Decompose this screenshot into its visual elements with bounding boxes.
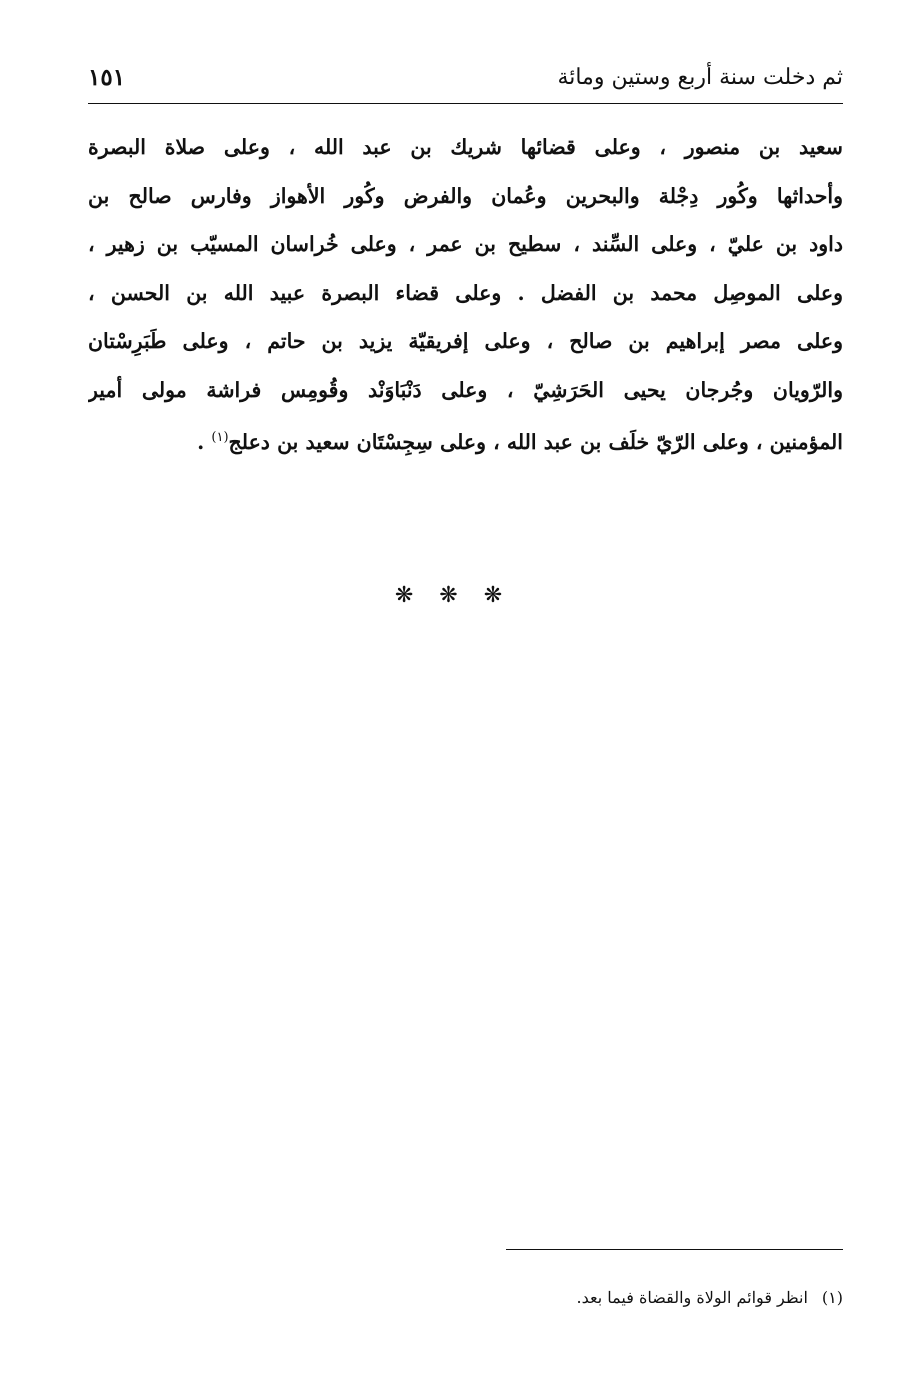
running-title: ثم دخلت سنة أربع وستين ومائة xyxy=(557,65,843,90)
text-line-7-end: . xyxy=(197,429,212,454)
text-line-3: داود بن عليّ ، وعلى السِّند ، سطيح بن عمر ، وعلى خُراسان المسيّب بن زهير ، xyxy=(88,232,843,256)
footnote-rule xyxy=(506,1249,843,1250)
header-rule xyxy=(88,103,843,104)
section-separator-asterisks: ❋❋❋ xyxy=(394,583,529,608)
text-line-7 xyxy=(88,414,843,463)
running-head xyxy=(88,62,843,96)
text-line-5: وعلى مصر إبراهيم بن صالح ، وعلى إفريقيّة يزيد بن حاتم ، وعلى طَبَرِسْتان xyxy=(88,329,843,353)
footnote-text: انظر قوائم الولاة والقضاة فيما بعد. xyxy=(576,1288,808,1307)
page-number: ١٥١ xyxy=(88,64,126,91)
text-line-4: وعلى الموصِل محمد بن الفضل . وعلى قضاء البصرة عبيد الله بن الحسن ، xyxy=(88,280,843,305)
text-line-2: وأحداثها وكُور دِجْلة والبحرين وعُمان والفرض وكُور الأهواز وفارس صالح بن xyxy=(88,183,843,208)
text-line-6: والرّويان وجُرجان يحيى الحَرَشِيّ ، وعلى دَنْبَاوَنْد وقُومِس فراشة مولى أمير xyxy=(88,377,843,402)
footnote-number: (١) xyxy=(821,1288,843,1307)
text-line-7-content: المؤمنين ، وعلى الرّيّ خلَف بن عبد الله ، وعلى سِجِسْتَان سعيد بن دعلج xyxy=(228,429,843,454)
footnote-reference[interactable]: (١) xyxy=(211,430,229,445)
main-text xyxy=(88,123,843,463)
footnote xyxy=(577,1284,843,1312)
text-line-1: سعيد بن منصور ، وعلى قضائها شريك بن عبد الله ، وعلى صلاة البصرة xyxy=(88,135,843,159)
